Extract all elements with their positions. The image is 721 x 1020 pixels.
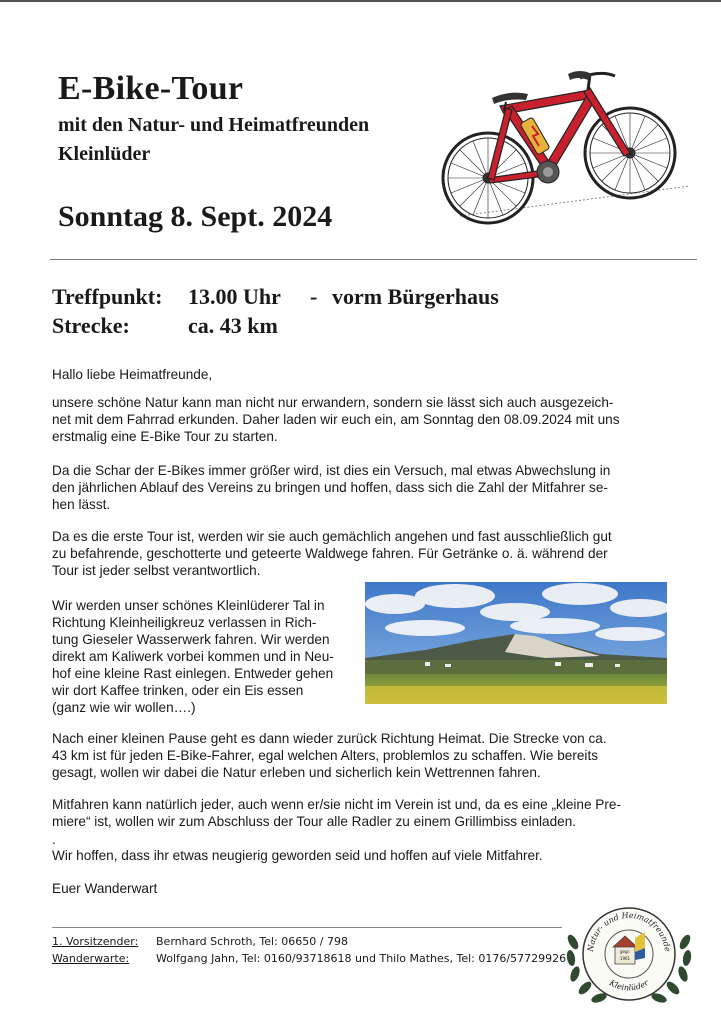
meeting-label: Treffpunkt:: [52, 284, 163, 309]
greeting: Hallo liebe Heimatfreunde,: [52, 367, 213, 382]
paragraph-2: [52, 462, 662, 513]
text-line: den jährlichen Ablauf des Vereins zu bringen und hoffen, dass sich die Zahl der Mitfahrer se-: [52, 480, 608, 495]
paragraph-3: [52, 528, 662, 579]
logo-gegr: gegr.: [619, 949, 631, 954]
text-line: gesagt, wollen wir dabei die Natur erleben und sicherlich kein Wettrennen fahren.: [52, 765, 541, 780]
text-line: (ganz wie wir wollen….): [52, 700, 196, 715]
paragraph-4: [52, 597, 357, 716]
guide-contact: Wolfgang Jahn, Tel: 0160/93718618 und Thilo Mathes, Tel: 0176/57729926: [156, 952, 567, 965]
paragraph-1: [52, 394, 662, 445]
text-line: hen lässt.: [52, 497, 111, 512]
paragraph-5: [52, 730, 662, 781]
event-date: Sonntag 8. Sept. 2024: [58, 200, 333, 233]
chair-contact: Bernhard Schroth, Tel: 06650 / 798: [156, 935, 348, 948]
subtitle-club: mit den Natur- und Heimatfreunden: [58, 114, 370, 136]
page-title: E-Bike-Tour: [58, 70, 244, 107]
stray-dot: .: [52, 832, 56, 847]
text-line: Richtung Kleinheiligkreuz verlassen in Rich-: [52, 615, 317, 630]
logo-ring-top: Natur- und Heimatfreunde: [585, 910, 672, 953]
logo-year: 1961: [619, 956, 631, 961]
subtitle-town: Kleinlüder: [58, 143, 151, 165]
logo-ring-bottom: Kleinlüder: [607, 978, 651, 993]
text-line: Da es die erste Tour ist, werden wir sie auch gemächlich angehen und fast ausschließlich gut: [52, 529, 612, 544]
route-length: ca. 43 km: [188, 313, 278, 338]
text-line: Mitfahren kann natürlich jeder, auch wenn er/sie nicht im Verein ist und, da es eine „kleine Pre-: [52, 797, 621, 812]
paragraph-7: Wir hoffen, dass ihr etwas neugierig geworden seid und hoffen auf viele Mitfahrer.: [52, 848, 543, 863]
text-line: tung Gieseler Wasserwerk fahren. Wir werden: [52, 632, 330, 647]
text-line: Da die Schar der E-Bikes immer größer wird, ist dies ein Versuch, mal etwas Abwechslung in: [52, 463, 611, 478]
text-line: Tour ist jeder selbst verantwortlich.: [52, 563, 261, 578]
meeting-dash: -: [310, 284, 318, 309]
guide-label: Wanderwarte:: [52, 952, 130, 965]
chair-label: 1. Vorsitzender:: [52, 935, 139, 948]
text-line: direkt am Kaliwerk vorbei kommen und in Neu-: [52, 649, 334, 664]
top-border: [0, 0, 721, 2]
ebike-illustration: [440, 68, 695, 233]
footer-divider: [52, 927, 562, 928]
text-line: Wir werden unser schönes Kleinlüderer Tal in: [52, 598, 325, 613]
paragraph-6: [52, 796, 662, 830]
text-line: hof eine kleine Rast einlegen. Entweder gehen: [52, 666, 334, 681]
text-line: wir dort Kaffee trinken, oder ein Eis essen: [52, 683, 304, 698]
meeting-time: 13.00 Uhr: [188, 284, 281, 309]
text-line: Nach einer kleinen Pause geht es dann wieder zurück Richtung Heimat. Die Strecke von ca.: [52, 731, 607, 746]
text-line: miere“ ist, wollen wir zum Abschluss der Tour alle Radler zu einem Grillimbiss einladen.: [52, 814, 577, 829]
text-line: erstmalig eine E-Bike Tour zu starten.: [52, 429, 278, 444]
text-line: 43 km ist für jeden E-Bike-Fahrer, egal welchen Alters, problemlos zu schaffen. Wie bereits: [52, 748, 599, 763]
header-divider: [50, 259, 697, 260]
text-line: zu befahrende, geschotterte und geteerte Waldwege fahren. Für Getränke o. ä. während der: [52, 546, 608, 561]
landscape-photo: [365, 582, 667, 704]
signature-text: Euer Wanderwart: [52, 881, 158, 896]
meeting-place: vorm Bürgerhaus: [332, 284, 499, 309]
text-line: net mit dem Fahrrad erkunden. Daher laden wir euch ein, am Sonntag den 08.09.2024 mit uns: [52, 412, 620, 427]
club-logo: [563, 902, 695, 1006]
route-label: Strecke:: [52, 313, 130, 338]
text-line: unsere schöne Natur kann man nicht nur erwandern, sondern sie lässt sich auch ausgezeich-: [52, 395, 614, 410]
